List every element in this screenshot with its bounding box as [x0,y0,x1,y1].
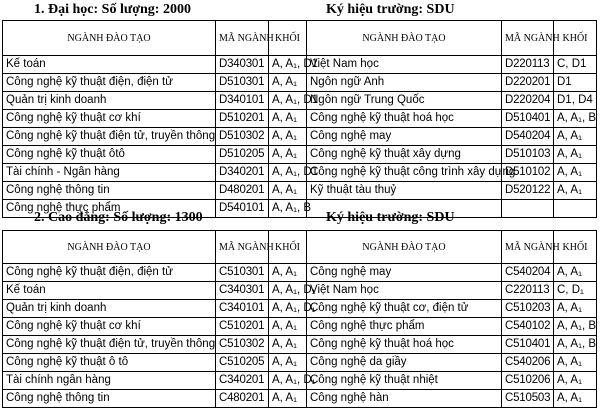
table-row [3,354,597,372]
program-code-cell: D510205 [216,146,269,164]
program-name-cell: Công nghệ kỹ thuật điện, điện tử [3,74,216,92]
program-code-cell: C510401 [502,336,554,354]
exam-group-cell: A, A₁ [269,336,307,354]
exam-group-cell: A, A₁ [269,318,307,336]
table-header-row [3,21,597,56]
exam-group-cell: D1 [554,74,597,92]
program-name-cell: Việt Nam học [307,56,502,74]
exam-group-cell: A, A₁, D₁ [269,372,307,390]
program-code-cell: D520122 [502,182,554,200]
exam-group-cell: A, A₁, B [554,110,597,128]
exam-group-cell: A, A₁, D₁ [269,300,307,318]
header-program-code: MÃ NGÀNH [216,231,269,264]
header-exam-group: KHỐI [269,231,307,264]
program-code-cell: C540102 [502,318,554,336]
university-school-code-heading: Ký hiệu trường: SDU [326,2,455,17]
program-name-cell: Công nghệ kỹ thuật hoá học [307,110,502,128]
program-name-cell: Công nghệ kỹ thuật công trình xây dựng [307,164,502,182]
exam-group-cell: D1, D4 [554,92,597,110]
program-code-cell: D540101 [216,200,269,218]
header-program-name: NGÀNH ĐÀO TẠO [307,21,502,56]
program-name-cell: Công nghệ kỹ thuật cơ khí [3,318,216,336]
program-name-cell: Kế toán [3,282,216,300]
exam-group-cell: A, A₁ [554,146,597,164]
exam-group-cell: A, A₁ [269,354,307,372]
exam-group-cell: C, D1 [554,56,597,74]
exam-group-cell: A, A₁ [269,146,307,164]
program-name-cell: Công nghệ da giầy [307,354,502,372]
college-section-heading [0,208,600,228]
program-name-cell: Công nghệ thông tin [3,390,216,408]
table-row [3,146,597,164]
exam-group-cell: A, A₁ [554,264,597,282]
program-name-cell: Công nghệ thực phẩm [307,318,502,336]
table-row [3,318,597,336]
program-code-cell: D340301 [216,56,269,74]
exam-group-cell: A, A₁ [554,372,597,390]
table-header-row [3,231,597,264]
program-name-cell: Công nghệ kỹ thuật điện tử, truyền thông [3,128,216,146]
header-program-name: NGÀNH ĐÀO TẠO [3,231,216,264]
exam-group-cell: A, A₁ [554,390,597,408]
table-row [3,336,597,354]
program-name-cell: Công nghệ kỹ thuật ôtô [3,146,216,164]
exam-group-cell: A, A₁, B [269,200,307,218]
program-code-cell: D510201 [216,110,269,128]
exam-group-cell: A, A₁, D1 [269,56,307,74]
program-name-cell: Công nghệ kỹ thuật cơ, điện tử [307,300,502,318]
program-code-cell: D510302 [216,128,269,146]
program-code-cell: D340201 [216,164,269,182]
exam-group-cell: A, A₁, B [554,318,597,336]
program-code-cell: D220201 [502,74,554,92]
header-program-code: MÃ NGÀNH [502,21,554,56]
program-name-cell: Công nghệ may [307,264,502,282]
program-name-cell: Công nghệ thông tin [3,182,216,200]
program-code-cell: C340101 [216,300,269,318]
header-program-name: NGÀNH ĐÀO TẠO [3,21,216,56]
program-name-cell: Công nghệ hàn [307,390,502,408]
program-name-cell: Tài chính - Ngân hàng [3,164,216,182]
program-name-cell: Ngôn ngữ Trung Quốc [307,92,502,110]
program-name-cell: Công nghệ kỹ thuật hoá học [307,336,502,354]
program-code-cell: D510103 [502,146,554,164]
university-quota-heading: 1. Đại học: Số lượng: 2000 [34,2,191,17]
header-exam-group: KHỐI [554,21,597,56]
college-quota-heading: 2. Cao đẳng: Số lượng: 1300 [34,210,203,225]
exam-group-cell: A, A₁ [554,128,597,146]
program-code-cell: C510301 [216,264,269,282]
program-code-cell: C510201 [216,318,269,336]
program-code-cell: C340301 [216,282,269,300]
program-name-cell: Kỹ thuật tàu thuỷ [307,182,502,200]
program-code-cell: C340201 [216,372,269,390]
exam-group-cell: A, A₁ [269,110,307,128]
exam-group-cell: A, A₁ [269,182,307,200]
table-row [3,390,597,408]
table-row [3,164,597,182]
exam-group-cell: C, D₁ [554,282,597,300]
exam-group-cell: A, A₁ [554,182,597,200]
program-code-cell: C510206 [502,372,554,390]
program-code-cell: D220113 [502,56,554,74]
program-name-cell: Quản trị kinh doanh [3,300,216,318]
program-name-cell: Công nghệ kỹ thuật cơ khí [3,110,216,128]
header-program-code: MÃ NGÀNH [502,231,554,264]
program-name-cell: Công nghệ kỹ thuật xây dựng [307,146,502,164]
table-row [3,372,597,390]
program-name-cell: Công nghệ may [307,128,502,146]
exam-group-cell: A, A₁ [269,128,307,146]
program-code-cell: C540206 [502,354,554,372]
program-code-cell: C480201 [216,390,269,408]
college-school-code-heading: Ký hiệu trường: SDU [326,210,455,225]
exam-group-cell: A, A₁ [554,300,597,318]
program-name-cell: Kế toán [3,56,216,74]
program-code-cell: C510503 [502,390,554,408]
table-row [3,300,597,318]
table-row [3,182,597,200]
program-code-cell: C220113 [502,282,554,300]
program-name-cell: Quản trị kinh doanh [3,92,216,110]
program-name-cell: Tài chính ngân hàng [3,372,216,390]
program-code-cell: D340101 [216,92,269,110]
program-code-cell: C510203 [502,300,554,318]
exam-group-cell: A, A₁ [269,264,307,282]
program-code-cell: D540204 [502,128,554,146]
exam-group-cell: A, A₁ [554,354,597,372]
table-row [3,56,597,74]
program-code-cell: C510205 [216,354,269,372]
program-name-cell: Công nghệ kỹ thuật ô tô [3,354,216,372]
program-code-cell: D220204 [502,92,554,110]
exam-group-cell: A, A₁, B [554,336,597,354]
program-code-cell: C510302 [216,336,269,354]
program-code-cell: C540204 [502,264,554,282]
table-row [3,74,597,92]
exam-group-cell: A, A₁, D1 [269,92,307,110]
header-program-code: MÃ NGÀNH [216,21,269,56]
header-exam-group: KHỐI [554,231,597,264]
university-section-heading [0,0,600,20]
table-row [3,282,597,300]
program-name-cell: Công nghệ thực phẩm [3,200,216,218]
table-row [3,264,597,282]
exam-group-cell: A, A₁ [269,390,307,408]
program-name-cell: Công nghệ kỹ thuật nhiệt [307,372,502,390]
program-code-cell: D510102 [502,164,554,182]
program-code-cell: D510401 [502,110,554,128]
header-exam-group: KHỐI [269,21,307,56]
table-row [3,128,597,146]
program-code-cell: D480201 [216,182,269,200]
exam-group-cell: A, A₁ [554,164,597,182]
program-name-cell: Việt Nam học [307,282,502,300]
program-name-cell: Công nghệ kỹ thuật điện, điện tử [3,264,216,282]
exam-group-cell: A, A₁ [269,74,307,92]
program-name-cell: Công nghệ kỹ thuật điện tử, truyền thông [3,336,216,354]
program-code-cell: D510301 [216,74,269,92]
table-row [3,92,597,110]
exam-group-cell: A, A₁, D1 [269,164,307,182]
university-programs-table [2,20,597,218]
exam-group-cell: A, A₁, D₁ [269,282,307,300]
table-row [3,110,597,128]
header-program-name: NGÀNH ĐÀO TẠO [307,231,502,264]
program-name-cell: Ngôn ngữ Anh [307,74,502,92]
college-programs-table [2,230,597,408]
